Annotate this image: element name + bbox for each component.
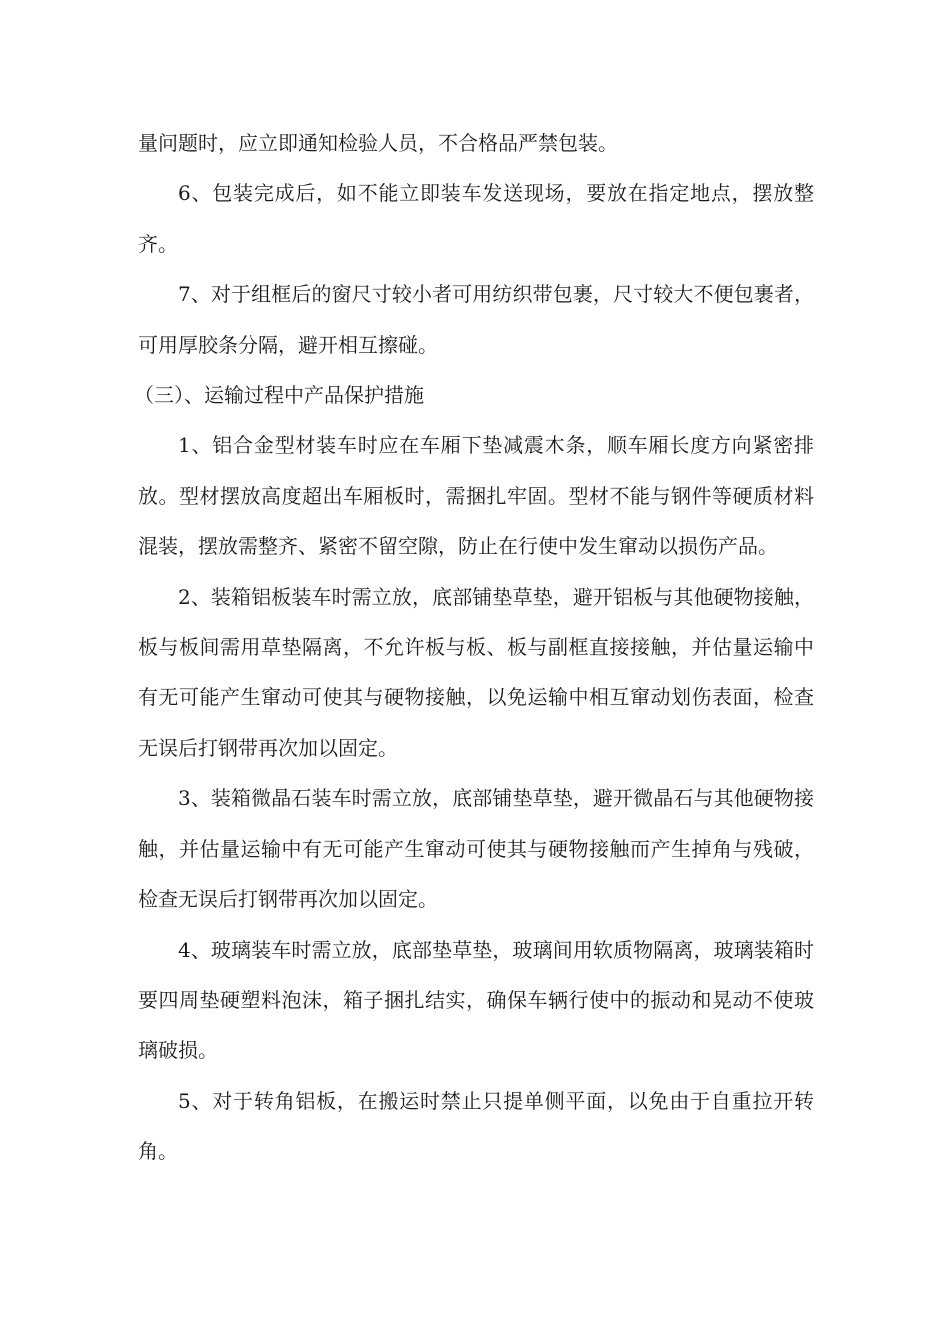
section-heading-transport-protection: （三）、运输过程中产品保护措施 [134, 383, 424, 408]
paragraph-item-2: 2、装箱铝板装车时需立放，底部铺垫草垫，避开铝板与其他硬物接触，板与板间需用草垫隔离，不允许板与板、板与副框直接接触，并估量运输中有无可能产生窜动可使其与硬物接触，以免运输中相互窜动划伤表面，检查无误后打钢带再次加以固定。 [138, 584, 814, 760]
paragraph-item-6: 6、包装完成后，如不能立即装车发送现场，要放在指定地点，摆放整齐。 [138, 181, 814, 256]
paragraph-continuation: 量问题时，应立即通知检验人员，不合格品严禁包装。 [138, 131, 618, 155]
document-body [134, 118, 814, 1177]
paragraph-item-1: 1、铝合金型材装车时应在车厢下垫减震木条，顺车厢长度方向紧密排放。型材摆放高度超出车厢板时，需捆扎牢固。型材不能与钢件等硬质材料混装，摆放需整齐、紧密不留空隙，防止在行使中发生窜动以损伤产品。 [138, 433, 814, 559]
paragraph-item-4: 4、玻璃装车时需立放，底部垫草垫，玻璃间用软质物隔离，玻璃装箱时要四周垫硬塑料泡沫，箱子捆扎结实，确保车辆行使中的振动和晃动不使玻璃破损。 [138, 937, 814, 1063]
paragraph-item-7: 7、对于组框后的窗尺寸较小者可用纺织带包裹，尺寸较大不便包裹者，可用厚胶条分隔，避开相互擦碰。 [138, 282, 814, 357]
paragraph-item-3: 3、装箱微晶石装车时需立放，底部铺垫草垫，避开微晶石与其他硬物接触，并估量运输中有无可能产生窜动可使其与硬物接触而产生掉角与残破，检查无误后打钢带再次加以固定。 [138, 786, 814, 912]
paragraph-item-5: 5、对于转角铝板，在搬运时禁止只提单侧平面，以免由于自重拉开转角。 [138, 1088, 814, 1164]
